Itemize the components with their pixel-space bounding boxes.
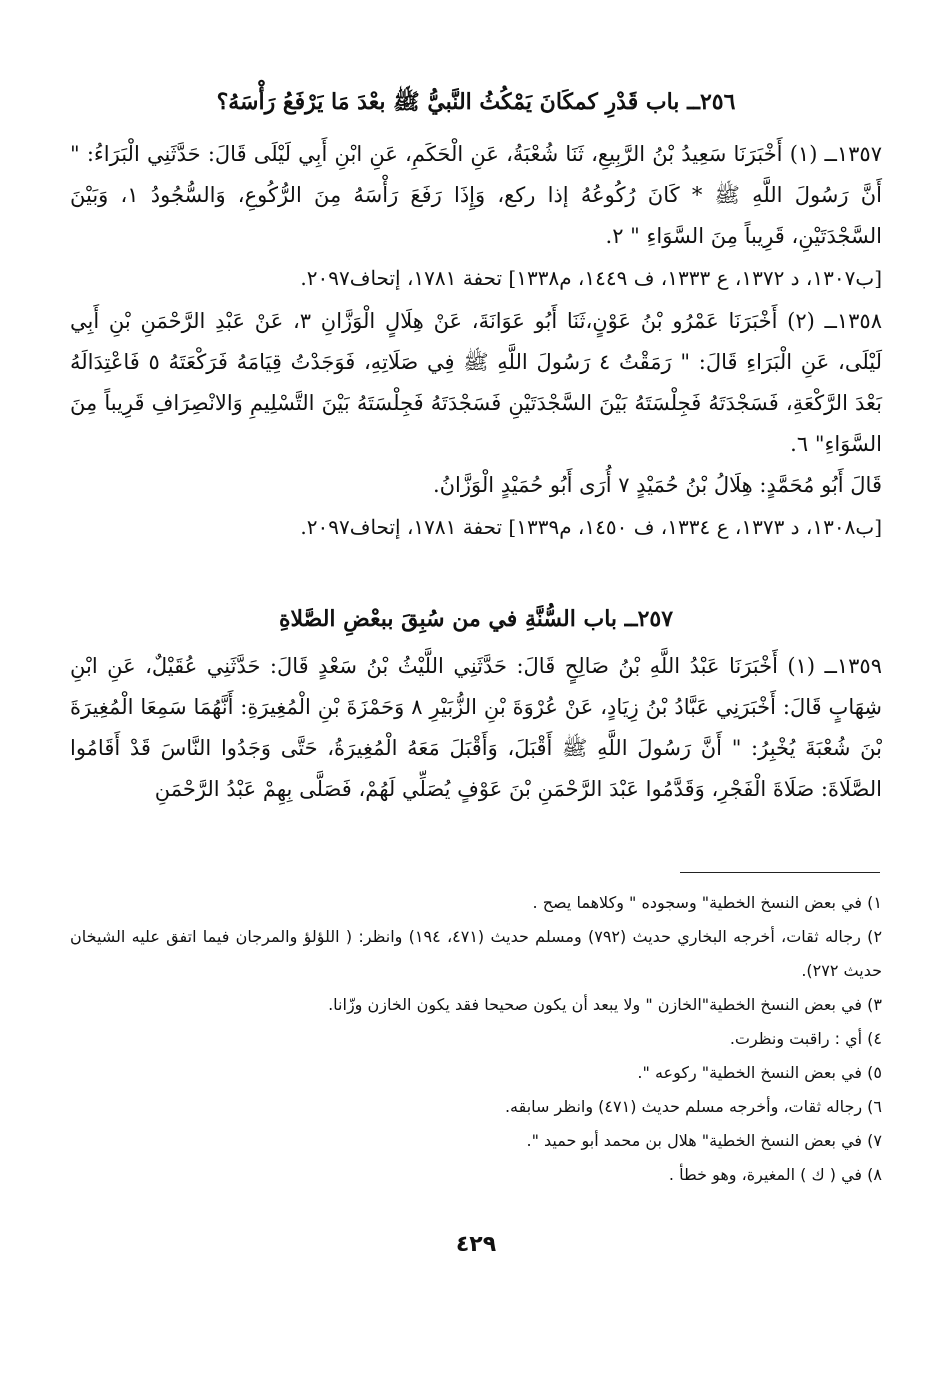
footnote: ٢) رجاله ثقات، أخرجه البخاري حديث (٧٩٢) ومسلم حديث (٤٧١، ١٩٤) وانظر: ( اللؤلؤ والمرجان فيما اتفق عليه الشيخان حديث ٢٧٢). xyxy=(70,927,883,980)
chapter-heading: ٢٥٧ــ باب السُّنَّةِ في من سُبِقَ ببعْضِ الصَّلاةِ xyxy=(278,606,674,632)
hadith-paragraph: ١٣٥٧ــ (١) أَخْبَرَنَا سَعِيدُ بْنُ الرَّبِيعِ، ثَنَا شُعْبَةُ، عَنِ الْحَكَمِ، عَنِ ابْنِ أَبِي لَيْلَى قَالَ: حَدَّثَنِي الْبَرَاءُ: " أَنَّ رَسُولَ اللَّهِ ﷺ * كَانَ رُكُوعُهُ إذا ركع، وَإِذَا رَفَعَ رَأْسَهُ مِنَ الرُّكُوعِ، وَالسُّجُودُ ١، وَبَيْنَ السَّجْدَتَيْنِ، قَرِيباً مِنَ السَّوَاءِ " ٢. xyxy=(70,142,882,248)
footnote: ٣) في بعض النسخ الخطية"الخازن " ولا يبعد أن يكون صحيحا فقد يكون الخازن وزّانا. xyxy=(328,995,882,1014)
footnote: ٤) أي : راقبت ونظرت. xyxy=(729,1029,882,1048)
footnote-divider xyxy=(680,872,880,873)
footnote: ٨) في ( ك ) المغيرة، وهو خطأ . xyxy=(668,1165,882,1184)
main-text xyxy=(70,88,882,810)
footnote: ٦) رجاله ثقات، وأخرجه مسلم حديث (٤٧١) وانظر سابقه. xyxy=(504,1097,882,1116)
footnote: ٥) في بعض النسخ الخطية" ركوعه ". xyxy=(637,1063,882,1082)
page-number: ٤٢٩ xyxy=(455,1232,497,1257)
hadith-comment: قَالَ أَبُو مُحَمَّدٍ: هِلَالُ بْنُ حُمَيْدٍ ٧ أُرَى أَبُو حُمَيْدٍ الْوَزَّانُ. xyxy=(432,473,882,497)
footnote: ٧) في بعض النسخ الخطية" هلال بن محمد أبو حميد ". xyxy=(526,1131,882,1150)
hadith-paragraph: ١٣٥٨ــ (٢) أَخْبَرَنَا عَمْرُو بْنُ عَوْنٍ،ثَنَا أَبُو عَوَانَةَ، عَنْ هِلَالٍ الْوَزَّانِ ٣، عَنْ عَبْدِ الرَّحْمَنِ بْنِ أَبِي لَيْلَى، عَنِ الْبَرَاءِ قَالَ: " رَمَقْتُ ٤ رَسُولَ اللَّهِ ﷺ فِي صَلَاتِهِ، فَوَجَدْتُ قِيَامَهُ فَرَكْعَتَهُ ٥ فَاعْتِدَالَهُ بَعْدَ الرَّكْعَةِ، فَسَجْدَتَهُ فَجِلْسَتَهُ بَيْنَ السَّجْدَتَيْنِ فَسَجْدَتَهُ فَجِلْسَتَهُ بَيْنَ التَّسْلِيمِ وَالانْصِرَافِ قَرِيباً مِنَ السَّوَاءِ" ٦. xyxy=(70,309,883,456)
footnote: ١) في بعض النسخ الخطية" وسجوده " وكلاهما يصح . xyxy=(532,893,882,912)
hadith-references: [ب١٣٠٧، د ١٣٧٢، ع ١٣٣٣، ف ١٤٤٩، م١٣٣٨] تحفة ١٧٨١، إتحاف٢٠٩٧. xyxy=(300,266,882,290)
hadith-paragraph: ١٣٥٩ــ (١) أَخْبَرَنَا عَبْدُ اللَّهِ بْنُ صَالِحٍ قَالَ: حَدَّثَنِي اللَّيْثُ بْنُ سَعْدٍ قَالَ: حَدَّثَنِي عُقَيْلٌ، عَنِ ابْنِ شِهَابٍ قَالَ: أَخْبَرَنِي عَبَّادُ بْنُ زِيَادٍ، عَنْ عُرْوَةَ بْنِ الزُّبَيْرِ ٨ وَحَمْزَةَ بْنِ الْمُغِيرَةِ: أَنَّهُمَا سَمِعَا الْمُغِيرَةَ بْنَ شُعْبَةَ يُخْبِرُ: " أَنَّ رَسُولَ اللَّهِ ﷺ أَقْبَلَ، وَأَقْبَلَ مَعَهُ الْمُغِيرَةُ، حَتَّى وَجَدُوا النَّاسَ قَدْ أَقَامُوا الصَّلَاةَ: صَلَاةَ الْفَجْرِ، وَقَدَّمُوا عَبْدَ الرَّحْمَنِ بْنَ عَوْفٍ يُصَلِّي لَهُمْ، فَصَلَّى بِهِمْ عَبْدُ الرَّحْمَنِ xyxy=(70,654,882,801)
hadith-references: [ب١٣٠٨، د ١٣٧٣، ع ١٣٣٤، ف ١٤٥٠، م١٣٣٩] تحفة ١٧٨١، إتحاف٢٠٩٧. xyxy=(300,515,882,539)
chapter-heading: ٢٥٦ــ باب قَدْرِ كمكَانَ يَمْكُثُ النَّبيُّ ﷺ بعْدَ مَا يَرْفَعُ رَأْسَهُ؟ xyxy=(216,89,736,115)
footnotes xyxy=(70,886,882,1192)
